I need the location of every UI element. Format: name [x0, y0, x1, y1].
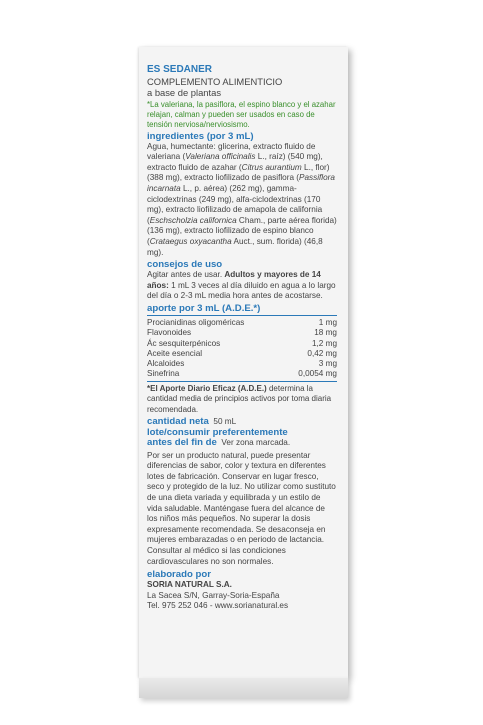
- nutrient-value: 1 mg: [318, 317, 337, 327]
- label-content: [147, 65, 337, 612]
- lot-label-2: antes del fin de: [147, 437, 217, 449]
- ade-note-bold: *El Aporte Diario Eficaz (A.D.E.): [147, 383, 267, 393]
- ade-table: [147, 318, 337, 380]
- table-row: [147, 349, 337, 359]
- ade-heading: aporte por 3 mL (A.D.E.*): [147, 302, 261, 314]
- ingredients-heading: ingredientes (por 3 mL): [147, 130, 254, 142]
- net-quantity: [147, 417, 337, 428]
- nutrient-value: 0,42 mg: [307, 348, 337, 358]
- net-quantity-label: cantidad neta: [147, 415, 209, 427]
- ingredients-text: [147, 142, 337, 259]
- brand-name: ES SEDANER: [147, 64, 213, 75]
- made-by-heading: elaborado por: [147, 569, 211, 581]
- lot-line: [147, 438, 337, 449]
- usage-text-bold: Adultos y mayores de 14 años:: [147, 270, 321, 290]
- nutrient-name: Procianidinas oligoméricas: [147, 317, 245, 327]
- nutrient-name: Aceite esencial: [147, 348, 203, 358]
- nutrient-name: Ác sesquiterpénicos: [147, 338, 221, 348]
- table-row: [147, 328, 337, 338]
- nutrient-value: 1,2 mg: [311, 338, 337, 348]
- subtitle-primary: COMPLEMENTO ALIMENTICIO: [147, 75, 283, 87]
- ingredients-segment: Agua, humectante: glicerina, extracto fluido de valeriana (: [147, 141, 316, 162]
- usage-text: [147, 270, 337, 302]
- table-row: [147, 359, 337, 369]
- species-name: Eschscholzia californica: [149, 215, 237, 225]
- health-claim: *La valeriana, la pasiflora, el espino blanco y el azahar relajan, calman y pueden ser usados en caso de tensión nerviosa/nerviosismo.: [147, 99, 336, 129]
- species-name: Valeriana officinalis: [185, 152, 256, 162]
- nutrient-value: 0,0054 mg: [298, 369, 337, 379]
- nutrient-name: Alcaloides: [147, 359, 185, 369]
- ingredients-segment: L., flor) (388 mg), extracto liofilizado de pasiflora (: [147, 162, 330, 183]
- warnings-text: Por ser un producto natural, puede presentar diferencias de sabor, color y textura en diferentes lotes de fabricación. Conservar en lugar fresco, seco y protegido de la luz. No utilizar como sustituto de una dieta variada y equilibrada y un estilo de vida saludable. Manténgase fuera del alcance de los niños más pequeños. No superar la dosis expresamente recomendada. Se desaconseja en mujeres embarazadas o en periodo de lactancia. Consultar al médico si las condiciones cardiovasculares no son normales.: [147, 450, 336, 566]
- divider: [147, 381, 337, 382]
- table-row: [147, 318, 337, 328]
- nutrient-name: Sinefrina: [147, 369, 180, 379]
- box-bottom-flap: [139, 678, 348, 698]
- company-contact: Tel. 975 252 046 - www.sorianatural.es: [147, 601, 289, 611]
- usage-heading: consejos de uso: [147, 259, 223, 271]
- ingredients-segment: L., p. aérea) (262 mg), gamma-ciclodextrinas (249 mg), alfa-ciclodextrinas (170 mg), extracto liofilizado de amapola de california (: [147, 183, 323, 225]
- company-address: La Sacea S/N, Garray-Soria-España: [147, 590, 280, 600]
- divider: [147, 315, 337, 316]
- ade-note-text: determina la cantidad media de principios activos por toma diaria recomendada.: [147, 383, 332, 414]
- species-name: Citrus aurantium: [241, 162, 302, 172]
- species-name: Passiflora incarnata: [147, 173, 335, 193]
- nutrient-name: Flavonoides: [147, 328, 192, 338]
- ingredients-segment: L., raíz) (540 mg), extracto fluido de azahar (: [147, 152, 323, 172]
- ingredients-segment: Cham., parte aérea florida) (136 mg), extracto liofilizado de espino blanco (: [147, 215, 337, 246]
- usage-text-part: 1 mL 3 veces al día diluido en agua a lo largo del día o 2-3 mL media hora antes de acostarse.: [147, 280, 336, 301]
- company-name: SORIA NATURAL S.A.: [147, 580, 232, 590]
- table-row: [147, 369, 337, 379]
- product-box-panel: [139, 47, 348, 678]
- nutrient-value: 18 mg: [314, 328, 337, 338]
- species-name: Crataegus oxyacantha: [149, 236, 232, 246]
- usage-text-part: Agitar antes de usar.: [147, 270, 225, 280]
- table-row: [147, 339, 337, 349]
- subtitle-secondary: a base de plantas: [147, 86, 222, 98]
- ade-note: [147, 384, 337, 415]
- lot-value: Ver zona marcada.: [221, 438, 291, 448]
- net-quantity-value: 50 mL: [213, 416, 237, 426]
- ingredients-segment: Auct., sum. florida) (46,8 mg).: [147, 236, 323, 257]
- lot-label: lote/consumir preferentemente: [147, 426, 288, 438]
- nutrient-value: 3 mg: [318, 359, 337, 369]
